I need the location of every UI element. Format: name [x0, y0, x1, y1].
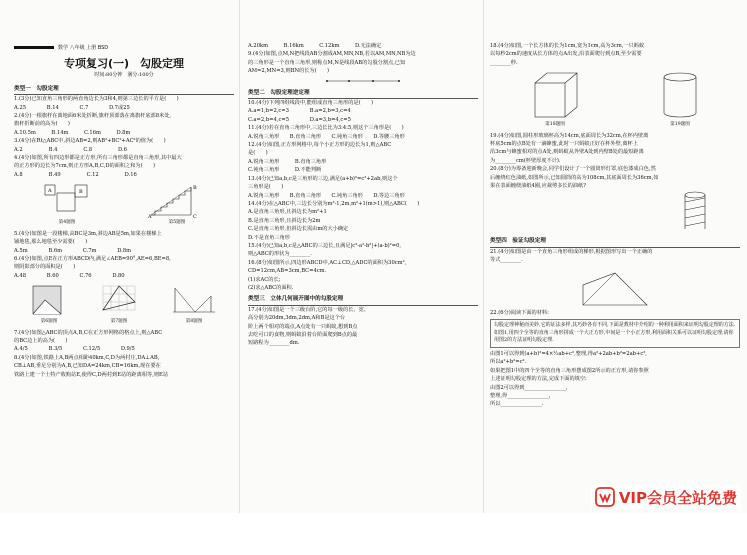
- figure-label: 第7题图: [110, 319, 128, 325]
- question-line: 上述证明勾股定理的方法,完成下面的填空:: [490, 376, 587, 383]
- figure-row: [14, 282, 234, 326]
- question-line: CD=12cm,AB=3cm,BC=4cm.: [248, 268, 327, 275]
- figure-label: 第5题图: [168, 220, 186, 226]
- question-line: 去吃可口的食物,则蚂蚁沿着台阶面爬到B点的最: [248, 332, 358, 338]
- question-line: 11.(4分)若在直角三角形中,三边长比为3:4:5,则这个三角形是( ): [248, 125, 404, 132]
- question-line: A.20km B.16km C.12km D.无法确定: [248, 43, 382, 49]
- section-heading: 类型二 勾股定理逆定理: [248, 89, 478, 99]
- question-line: 高分别为20dm,3dm,2dm,A和B是这个台: [248, 315, 346, 322]
- question-line: 则阴影部分的面积是( ): [14, 264, 76, 271]
- page-title: 专项复习(一) 勾股定理: [63, 57, 185, 70]
- vip-badge[interactable]: [591, 485, 741, 509]
- question-line: A.是直角三角形,且斜边长为m²+1: [248, 209, 327, 216]
- figure-18: [525, 69, 585, 129]
- header-brand: 数学 八年级 上册 BSD: [58, 45, 109, 51]
- question-line: C.a=2,b=4,c=5 D.a=3,b=4,c=5: [248, 116, 351, 123]
- question-line: 果在表面缠绕油纸4圈,应裁剪多长的油纸?: [490, 183, 586, 190]
- question-line: A.10.5m B.14m C.16m D.8m: [14, 129, 131, 136]
- question-line: 17.(4分)如图是一个三级台阶,它的每一级的长、宽、: [248, 306, 369, 313]
- question-line: 铺地毯,那么地毯至少需要( ): [14, 239, 88, 246]
- figure-7: [99, 282, 139, 326]
- figure-label: 第8题图: [185, 319, 203, 325]
- question-line: 如果把图1中的四个全等的直角三角形摆成图2所示的正方形,请你参照: [490, 367, 649, 374]
- figure-4: [41, 181, 93, 227]
- question-line: 的正方形的边长为7cm,则正方形A,B,C,D的面积之和为( ): [14, 163, 156, 170]
- question-line: B.是直角三角形,且斜边长为2m: [248, 217, 321, 224]
- column-divider: [239, 0, 240, 513]
- question-line: A.锐角三角形 B.直角三角形: [248, 158, 327, 165]
- column-middle: [248, 42, 478, 555]
- question-line: A.a=1,b=2,c=3 B.a=2,b=3,c=4: [248, 108, 351, 115]
- question-line: 则△ABC的形状为________.: [248, 251, 312, 258]
- question-line: 铁路上建一个土特产收购站E,使得C,D两村到E站的距离相等,则E站: [14, 371, 168, 378]
- question-line: 的BC边上的高为( ): [14, 337, 68, 344]
- question-line: A.2 B.4 C.8 D.6: [14, 146, 127, 153]
- figure-20: [650, 190, 740, 234]
- figure-19: [655, 69, 705, 129]
- question-line: 7.(4分)如图△ABC的顶点A,B,C在正方形网格的格点上,则△ABC: [14, 329, 163, 336]
- question-line: (2)求△ABC的面积.: [248, 284, 294, 291]
- column-right: [490, 42, 740, 555]
- figure-row: [490, 69, 740, 129]
- figure-label: 第6题图: [40, 319, 58, 325]
- section-heading: 类型三 立体几何展开图中的勾股定理: [248, 295, 478, 305]
- question-line: 1.(3分)已知直角三角形的两直角边长为3和4,则第三边长的平方是( ): [14, 96, 179, 103]
- column-right-body: [490, 42, 740, 409]
- question-line: 整理,得________________,: [490, 392, 551, 399]
- question-line: 3.(4分)在Rt△ABC中,斜边AB=2,则AB²+BC²+AC²的值为( ): [14, 138, 166, 145]
- figure-9: [248, 76, 478, 86]
- svg-text:A: A: [48, 188, 52, 195]
- question-line: 由图1可以得到(a+b)²=4×½ab+c²,整理,得a²+2ab+b²=2ab+c²,: [490, 350, 647, 357]
- question-line: 等式________.: [490, 257, 523, 264]
- question-line: A.48 B.60 C.76 D.80: [14, 272, 125, 279]
- question-line: 20.(8分)为筹备迎新晚会,同学们设计了一个圆筒形灯罩,底色漆成白色,然: [490, 166, 656, 173]
- question-line: (1)求AC的长;: [248, 276, 281, 283]
- question-line: 8.(4分)如图,铁路上A,B两点相距40km,C,D为两村庄,DA⊥AB,: [14, 354, 160, 361]
- question-line: 由图2可以得到________________,: [490, 384, 568, 391]
- exam-info: 时间:80分钟 满分:100分: [94, 72, 154, 79]
- question-line: 19.(4分)如图,圆柱形玻璃杯高为14cm,底面周长为32cm,在杯内壁离: [490, 132, 649, 139]
- figure-5: [147, 181, 207, 227]
- question-line: AM=2,MN=3,则BN的长为( ): [248, 68, 330, 75]
- column-left: [14, 10, 234, 523]
- vip-badge-text: VIP会员全站免费: [618, 488, 737, 507]
- question-line: D.不是直角三角形: [248, 234, 290, 241]
- question-line: 5.(4分)如图是一段楼梯,高BC是3m,斜边AB是5m,如果在楼梯上: [14, 230, 162, 237]
- section-heading: 类型一 勾股定理: [14, 85, 234, 95]
- question-line: 9.(4分)如图,点M,N把线段AB分割成AM,MN,NB,若以AM,MN,NB为边: [248, 51, 416, 58]
- question-line: A.25 B.14 C.7 D.7或25: [14, 104, 130, 111]
- svg-text:B: B: [193, 185, 197, 192]
- svg-text:A: A: [148, 214, 152, 220]
- question-line: 三角形是( ): [248, 184, 284, 191]
- figure-label: 第4题图: [58, 220, 76, 226]
- question-line: 22.(6分)阅读下面的材料:: [490, 309, 549, 316]
- column-left-body: [14, 85, 234, 379]
- question-line: A.8 B.49 C.12 D.16: [14, 171, 137, 178]
- column-middle-body: [248, 42, 478, 348]
- question-line: 4.(4分)如图,所有四边形都是正方形,所有三角形都是直角三角形,其中最大: [14, 155, 182, 162]
- question-line: 10.(4分)下列四组线段中,能组成直角三角形的是( ): [248, 100, 374, 107]
- section-heading: 类型四 验证勾股定理: [490, 237, 740, 247]
- question-line: 杯底5cm的点B处有一滴蜂蜜,此时一只蚂蚁正好在杯外壁,离杯上: [490, 141, 638, 148]
- question-line: 16.(8分)如图所示,四边形ABCD中,AC⊥CD,△ADC的面积为30cm²,: [248, 259, 407, 266]
- figure-label: 第19题图: [670, 122, 690, 128]
- svg-text:C: C: [193, 214, 197, 220]
- question-line: CB⊥AB,垂足分别为A,B,已知DA=24km,CB=16km,现在要在: [14, 363, 161, 370]
- figure-row: [14, 181, 234, 227]
- question-line: 21.(4分)如图是由一个直角三角形组成的梯形,根据图形写出一个正确的: [490, 248, 653, 255]
- question-line: A.锐角三角形 B.直角三角形 C.钝角三角形 D.等边三角形: [248, 192, 405, 199]
- question-line: 后缠绕红色油纸,如图所示,已知圆筒的高为108cm,其底面周长为36cm,如: [490, 174, 659, 181]
- question-line: 6.(4分)如图,点E在正方形ABCD内,满足∠AEB=90°,AE=6,BE=8,: [14, 255, 171, 262]
- question-line: 12.(4分)如图,正方形网格中,每个小正方形的边长为1,则△ABC: [248, 142, 392, 149]
- question-line: 阶上两个相对的端点,A点处有一只蚂蚁,想到B点: [248, 323, 358, 330]
- reading-passage: 勾股定理神秘而美妙,它的证法多样,其巧妙各有不同,下面是教材中介绍的一种利用面积来证明勾股定理的方法.如图1,用四个全等的直角三角形拼成一个大正方形,中间是一个小正方形,利用面积关系可以证明勾股定理,请你用图2的方法证明勾股定理.: [490, 319, 740, 348]
- question-line: 为________cm(杯壁厚度不计).: [490, 157, 561, 164]
- question-line: A.4/5 B.3/5 C.12/5 D.9/5: [14, 346, 135, 353]
- column-divider: [483, 0, 484, 513]
- question-line: C.是直角三角形,但斜边长需由m的大小确定: [248, 226, 349, 233]
- question-line: A.5m B.6m C.7m D.8m: [14, 247, 132, 254]
- question-line: 所以a²+b²=c².: [490, 359, 527, 366]
- question-line: C.钝角三角形 D.不能判断: [248, 167, 322, 174]
- question-line: ________秒.: [490, 59, 518, 66]
- svg-text:B: B: [79, 189, 83, 196]
- question-line: 15.(4分)已知a,b,c是△ABC的三边长,且满足|c²-a²-b²|+(a-b)²=0,: [248, 242, 402, 249]
- figure-6: [29, 282, 69, 326]
- question-line: 所以________________.: [490, 401, 544, 408]
- question-line: 以每秒2cm的速度从长方体的点A出发,沿表面爬行到点B,至少需要: [490, 51, 642, 58]
- question-line: 的三角形是一个直角三角形,则称点M,N是线段AB的勾股分割点,已知: [248, 59, 406, 66]
- question-line: 短路程为________dm.: [248, 340, 300, 347]
- question-line: 2.(4分)一根旗杆在离地面6米处折断,旗杆顶部落在离旗杆底部8米处,: [14, 113, 172, 120]
- question-line: 旗杆折断前的高为( ): [14, 121, 70, 128]
- question-line: 是( ): [248, 150, 268, 157]
- question-line: A.锐角三角形 B.直角三角形 C.钝角三角形 D.等腰三角形: [248, 133, 405, 140]
- question-line: 18.(4分)如图,一个长方体的长为1cm,宽为1cm,高为3cm,一只蚂蚁: [490, 43, 645, 49]
- figure-8: [169, 282, 219, 326]
- vip-badge-icon: [595, 487, 615, 507]
- question-line: 沿3cm与蜂蜜相对的点A处,则蚂蚁从外壁A处到内壁B处的最短距离: [490, 149, 644, 156]
- question-line: 14.(4分)在△ABC中,三边长分别为m²-1,2m,m²+1(m>1),则△ABC( ): [248, 200, 420, 207]
- question-line: 13.(4分)已知a,b,c是三角形的三边,满足(a+b)²=c²+2ab,则这个: [248, 175, 398, 182]
- figure-21: [490, 265, 740, 309]
- figure-label: 第18题图: [545, 122, 565, 128]
